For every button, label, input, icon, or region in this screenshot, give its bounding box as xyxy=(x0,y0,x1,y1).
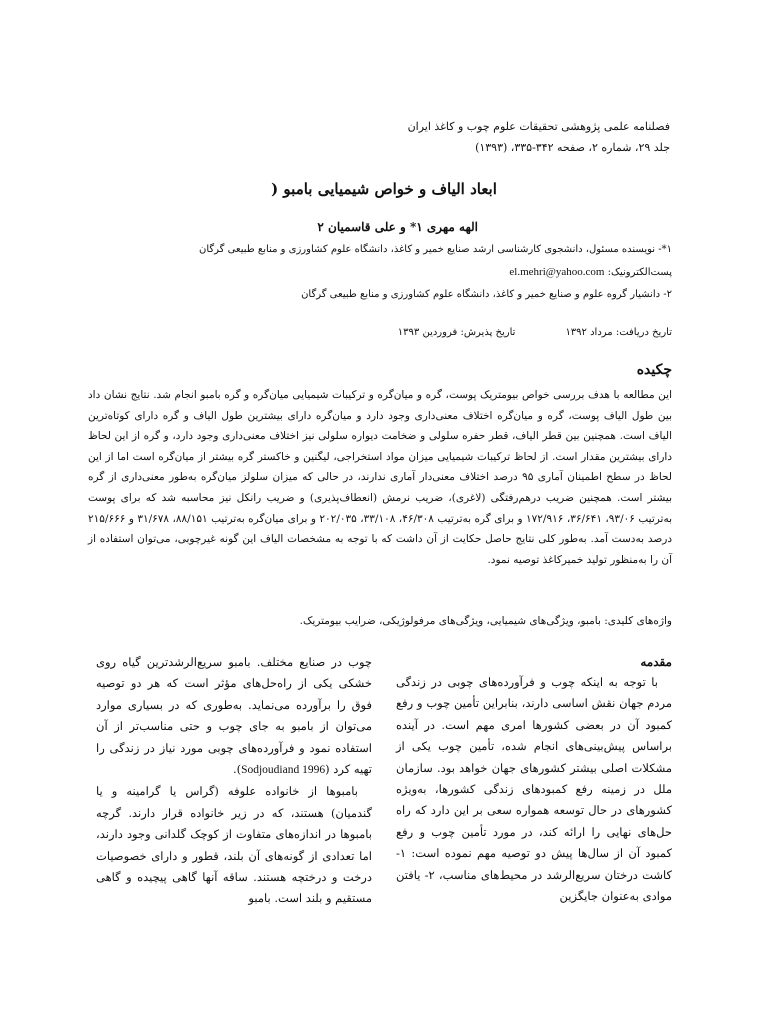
abstract-body xyxy=(88,385,672,570)
citation: Sodjoudiand 1996 xyxy=(241,764,326,777)
intro-paragraph-2-text: چوب در صنایع مختلف. بامبو سریع‌الرشدترین گیاه روی خشکی یکی از راه‌حل‌های مؤثر است که هر دو توصیه فوق را برآورده می‌نماید. به‌طوری که در بسیاری موارد می‌توان از بامبو به جای چوب و حتی مناسب‌تر از آن استفاده نمود و فرآورده‌های چوبی مورد نیاز در زندگی را تهیه کرد ( xyxy=(96,655,372,777)
abstract-text: این مطالعه با هدف بررسی خواص بیومتریک پوست، گره و میان‌گره و ترکیبات شیمیایی میان‌گره و گره بامبو انجام شد. نتایج نشان داد بین طول الیاف پوست، گره و میان‌گره اختلاف معنی‌داری وجود دارد و میان‌گره دارای بیشترین طول الیاف و گره دارای کوتاه‌ترین الیاف است. همچنین بین قطر الیاف، قطر حفره سلولی و ضخامت دیواره سلولی نیز اختلاف معنی‌داری وجود دارد، و گره از این لحاظ دارای بیشترین مقدار است. از لحاظ ترکیبات شیمیایی میزان مواد استخراجی، لیگنین و خاکستر گره بیشتر از میان‌گره است اما از این لحاظ در سطح اطمینان آماری ۹۵ درصد اختلاف معنی‌دار آماری ندارند، در حالی که میزان سلولز میان‌گره به‌طور معنی‌داری از گره بیشتر است. همچنین ضریب درهم‌رفتگی (لاغری)، ضریب نرمش (انعطاف‌پذیری) و ضریب رانکل نیز محاسبه شد که برای پوست به‌ترتیب ۹۳/۰۶، ۳۶/۶۴۱، ۱۷۲/۹۱۶ و برای گره به‌ترتیب ۴۶/۳۰۸، ۳۳/۱۰۸، ۲۰۲/۰۳۵ و برای میان‌گره به‌ترتیب ۸۸/۱۵۱، ۳۱/۶۷۸ و ۲۱۵/۶۶۶ درصد به‌دست آمد. به‌طور کلی نتایج حاصل حکایت از آن داشت که با توجه به مشخصات الیاف این گونه غیرچوبی، می‌توان استفاده از آن را به‌منظور تولید خمیرکاغذ توصیه نمود. xyxy=(88,389,673,566)
intro-left-column xyxy=(96,652,372,910)
journal-name: فصلنامه علمی پژوهشی تحقیقات علوم چوب و کاغذ ایران xyxy=(407,120,670,133)
authors: الهه مهری ١* و علی قاسمیان ٢ xyxy=(317,220,478,234)
volume-info: جلد ۲۹، شماره ۲، صفحه ۳۴۲-۳۳۵، (۱۳۹۳) xyxy=(475,141,670,154)
intro-right-column xyxy=(396,652,672,907)
intro-paragraph-1: با توجه به اینکه چوب و فرآورده‌های چوبی در زندگی مردم جهان نقش اساسی دارند، بنابراین تأمین چوب و رفع کمبود آن در بعضی کشورها امری مهم است. در آینده براساس پیش‌بینی‌های انجام شده، تأمین چوب یکی از مشکلات اصلی بیشتر کشورهای جهان خواهد بود. سازمان ملل در زمینه رفع کمبودهای زندگی کشورها، به‌ویژه کشورهای در حال توسعه همواره سعی بر این دارد که راه حل‌های نهایی را ارائه کند، در مورد تأمین چوب و رفع کمبود آن از سال‌ها پیش دو توصیه مهم نموده است: ١- کاشت درختان سریع‌الرشد در محیط‌های مناسب، ٢- یافتن موادی به‌عنوان جایگزین xyxy=(396,675,672,904)
abstract-heading: چکیده xyxy=(636,362,672,378)
affiliation-2: ٢- دانشیار گروه علوم و صنایع خمیر و کاغذ، دانشگاه علوم کشاورزی و منابع طبیعی گرگان xyxy=(301,289,672,300)
email-address[interactable]: el.mehri@yahoo.com xyxy=(509,266,605,278)
paper-title: ابعاد الیاف و خواص شیمیایی بامبو ( xyxy=(271,180,497,198)
intro-heading: مقدمه xyxy=(640,655,672,669)
intro-paragraph-2 xyxy=(96,652,372,781)
intro-paragraph-3: بامبوها از خانواده علوفه (گراس یا گرامینه و یا گندمیان) هستند، که در زیر خانواده قرار دارند. گرچه بامبوها در اندازه‌های متفاوت از کوچک گلدانی وجود دارند، اما تعدادی از گونه‌های آن بلند، قطور و دارای خصوصیات درخت و درختچه هستند. ساقه آنها گاهی پیچیده و گاهی مستقیم و بلند است. بامبو xyxy=(96,784,372,906)
accepted-date: تاریخ پذیرش: فروردین ۱۳۹۳ xyxy=(397,327,516,338)
email-line xyxy=(72,266,672,278)
received-date: تاریخ دریافت: مرداد ۱۳۹۲ xyxy=(565,327,672,338)
affiliation-1: ١*- نویسنده مسئول، دانشجوی کارشناسی ارشد صنایع خمیر و کاغذ، دانشگاه علوم کشاورزی و منابع طبیعی گرگان xyxy=(198,244,672,255)
keywords: واژه‌های کلیدی: بامبو، ویژگی‌های شیمیایی، ویژگی‌های مرفولوژیکی، ضرایب بیومتریک. xyxy=(299,615,672,627)
email-label: پست‌الکترونیک: xyxy=(607,267,672,278)
dates xyxy=(172,327,672,338)
intro-paragraph-2-end: ). xyxy=(232,762,242,777)
